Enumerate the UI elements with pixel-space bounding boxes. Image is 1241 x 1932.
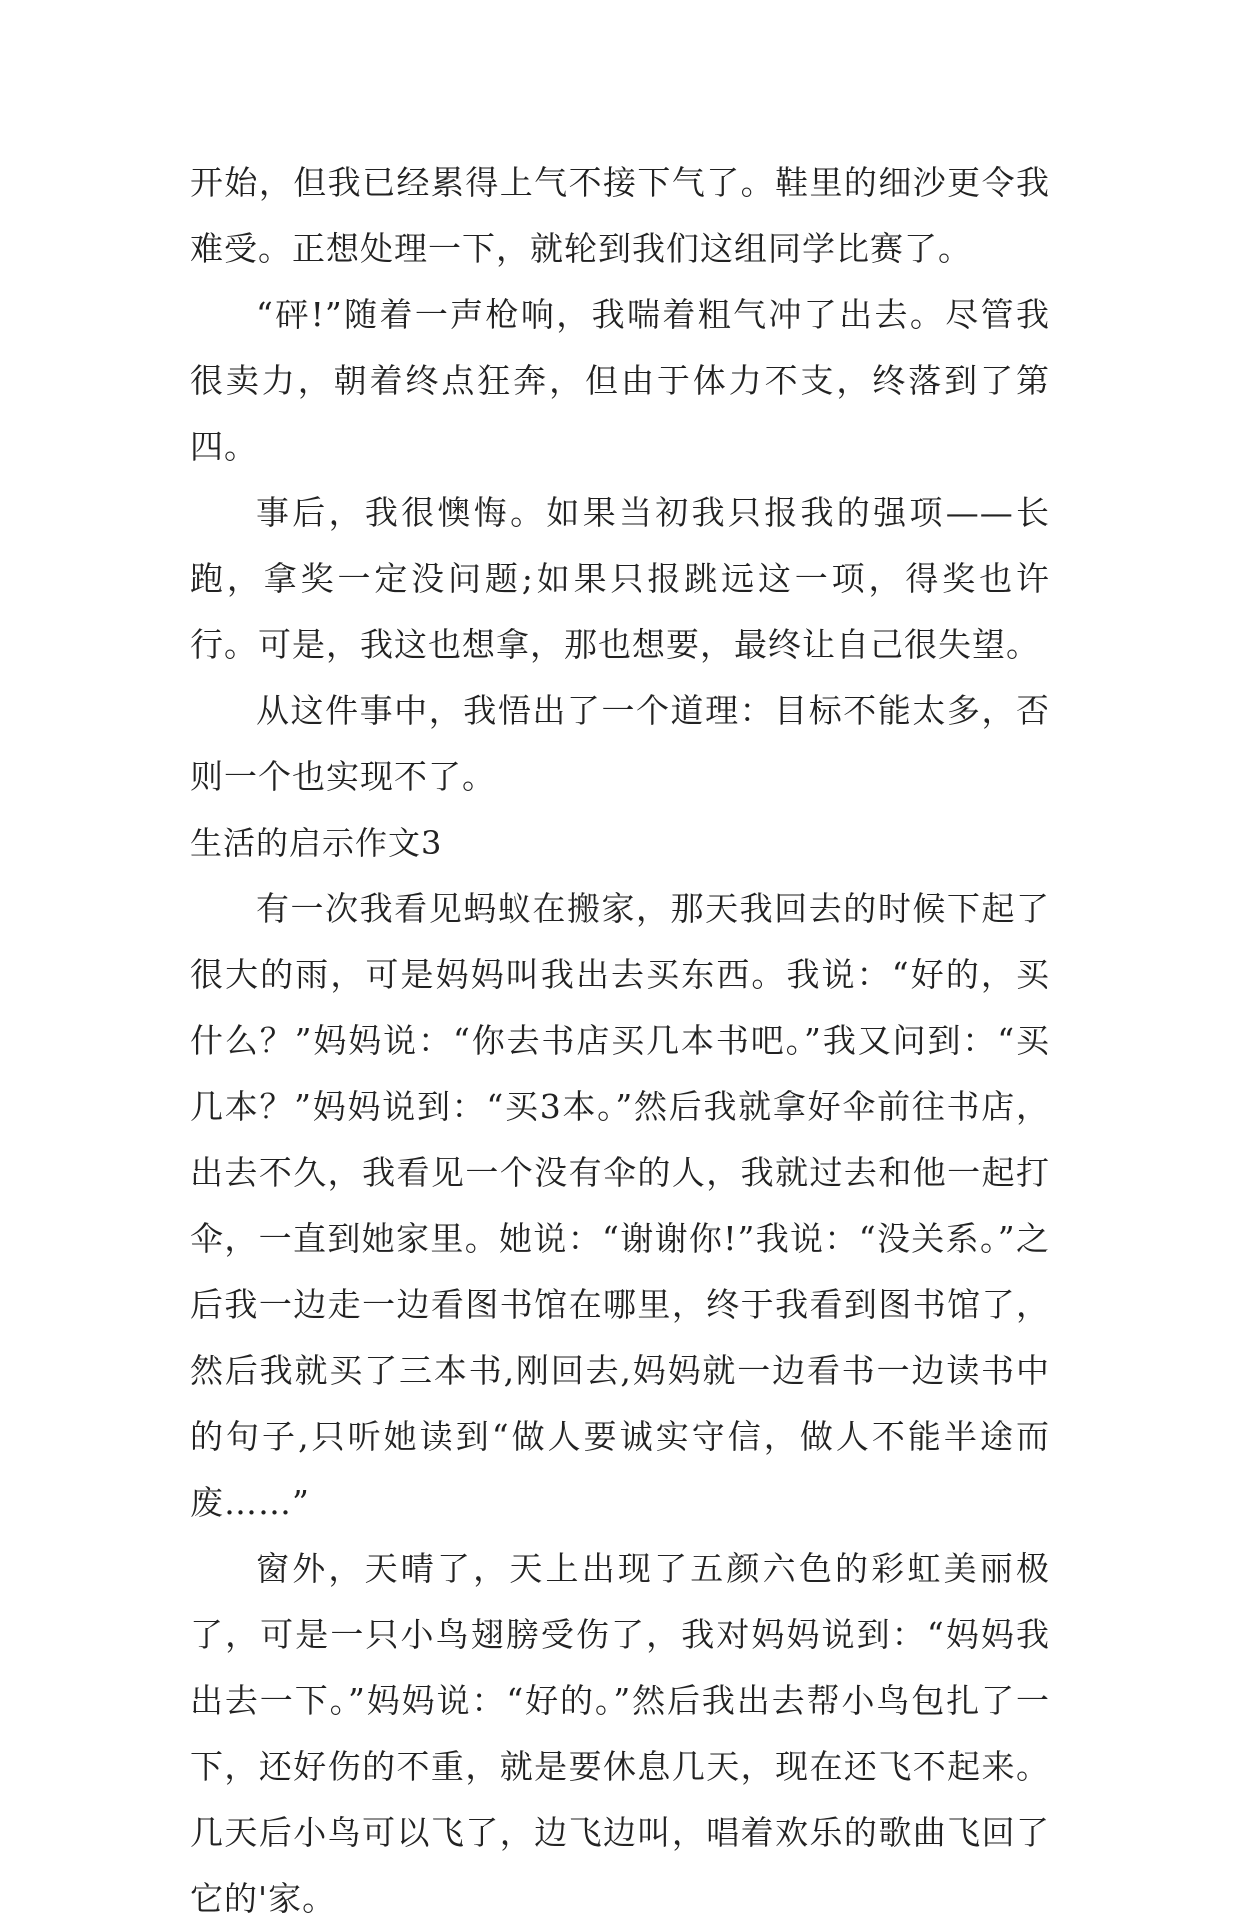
paragraph-regret: 事后，我很懊悔。如果当初我只报我的强项——长跑，拿奖一定没问题;如果只报跳远这一项，得奖也许行。可是，我这也想拿，那也想要，最终让自己很失望。 [190,493,1050,664]
paragraph-gunshot: “砰!”随着一声枪响，我喘着粗气冲了出去。尽管我很卖力，朝着终点狂奔，但由于体力不支，终落到了第四。 [190,295,1050,466]
paragraph-bookstore: 有一次我看见蚂蚁在搬家，那天我回去的时候下起了很大的雨，可是妈妈叫我出去买东西。我说：“好的，买什么？”妈妈说：“你去书店买几本书吧。”我又问到：“买几本？”妈妈说到：“买3本。”然后我就拿好伞前往书店，出去不久，我看见一个没有伞的人，我就过去和他一起打伞，一直到她家里。她说：“谢谢你!”我说：“没关系。”之后我一边走一边看图书馆在哪里，终于我看到图书馆了，然后我就买了三本书,刚回去,妈妈就一边看书一边读书中的句子,只听她读到“做人要诚实守信，做人不能半途而废……” [190,889,1050,1522]
essay-title: 生活的启示作文3 [190,824,443,862]
document-page [190,150,1050,1932]
paragraph-lesson: 从这件事中，我悟出了一个道理：目标不能太多，否则一个也实现不了。 [190,691,1050,796]
paragraph-rainbow-bird: 窗外，天晴了，天上出现了五颜六色的彩虹美丽极了，可是一只小鸟翅膀受伤了，我对妈妈说到：“妈妈我出去一下。”妈妈说：“好的。”然后我出去帮小鸟包扎了一下，还好伤的不重，就是要休息几天，现在还飞不起来。几天后小鸟可以飞了，边飞边叫，唱着欢乐的歌曲飞回了它的'家。 [190,1549,1050,1918]
paragraph-race-start: 开始，但我已经累得上气不接下气了。鞋里的细沙更令我难受。正想处理一下，就轮到我们这组同学比赛了。 [190,163,1050,268]
